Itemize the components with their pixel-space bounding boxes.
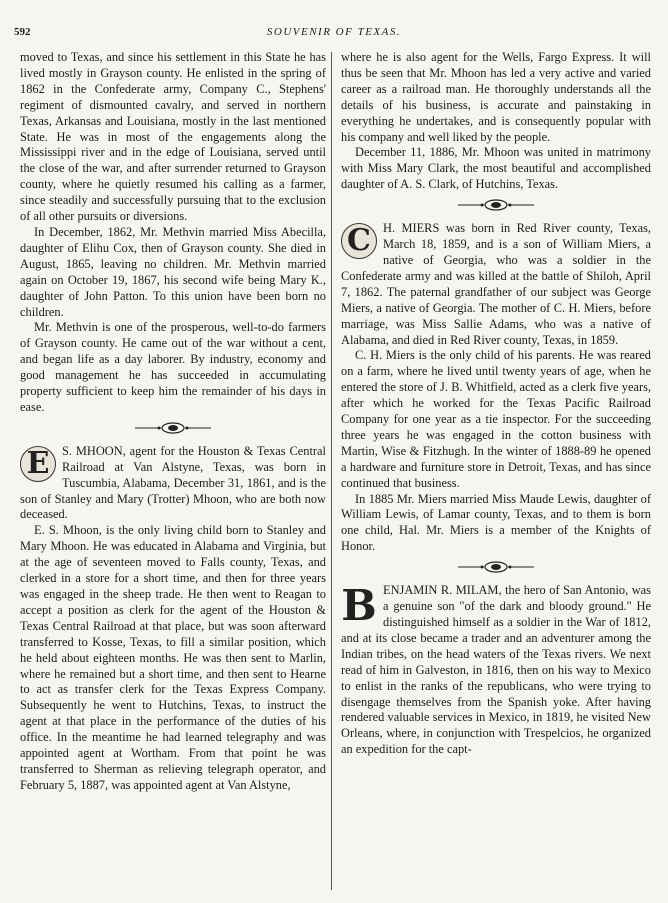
miers-lead-text: H. MIERS was born in Red River county, Texas, March 18, 1859, and is a son of William Miers, a native of Georgia, who was a soldier in the Confederate army and was killed at the battle of Shiloh, April 7, 1862. The paternal grandfather of our subject was George Miers, a native of Georgia. The mother of C. H. Miers, before marriage, was Miss Sallie Adams, who was a native of Alabama, and died in Red River county, Texas, in 1859. xyxy=(341,221,651,347)
left-column xyxy=(20,50,326,794)
methvin-paragraph-3: Mr. Methvin is one of the prosperous, well-to-do farmers of Grayson county. He came out of the war without a cent, and began life as a day laborer. By industry, economy and good management he has succeeded in accumulating property sufficient to keep him the remainder of his days in ease. xyxy=(20,320,326,414)
miers-lead-paragraph xyxy=(341,221,651,348)
mhoon-decorative-initial: E xyxy=(20,446,56,482)
page-number: 592 xyxy=(14,26,31,38)
mhoon-lead-text: S. MHOON, agent for the Houston & Texas Central Railroad at Van Alstyne, Texas, was born in Tuscumbia, Alabama, December 31, 1861, and is the son of Stanley and Mary (Trotter) Mhoon, who are both now deceased. xyxy=(20,443,326,522)
mhoon-paragraph-3: where he is also agent for the Wells, Fargo Express. It will thus be seen that Mr. Mhoon has led a very active and varied career as a railroad man. He thoroughly understands all the details of his business, is accurate and painstaking in everything he undertakes, and is consequently popular with his company and well liked by the people. xyxy=(341,50,651,144)
milam-lead-text: ENJAMIN R. MILAM, the hero of San Antonio, was a genuine son "of the dark and bloody ground." He distinguished himself as a soldier in the War of 1812, and at its close became a trader and an adventurer among the Indian tribes, on the head waters of the Texas rivers. We next read of him in Galveston, in 1816, then on his way to Mexico to enlist in the ranks of the republicans, who were trying to disengage themselves from the Spanish yoke. After having rendered valuable services in Mexico, in 1819, he visited New Orleans, where, in conjunction with Trespelcios, he organized an expedition for the capt- xyxy=(341,583,651,757)
miers-paragraph-3: In 1885 Mr. Miers married Miss Maude Lewis, daughter of William Lewis, of Lamar county, Texas, and to them is born one child, Hal. Mr. Miers is a member of the Knights of Honor. xyxy=(341,491,651,554)
methvin-paragraph-1: moved to Texas, and since his settlement in this State he has lived mostly in Grayson county. He enlisted in the spring of 1862 in the Confederate army, Company C., Stephens' regiment of dismounted cavalry, and served in northern Texas, Arkansas and Louisiana, mostly in the last mentioned State. He was in most of the engagements along the Mississippi river and in the edge of Louisiana, served until the close of the war, and after surrender returned to Grayson county, where he quietly resumed his calling as a farmer, since steadily and successfully pursuing that to the exclusion of all other pursuits or diversions. xyxy=(20,50,326,224)
divider-flourish-icon xyxy=(133,422,213,434)
miers-decorative-initial: C xyxy=(341,223,377,259)
column-divider xyxy=(331,52,332,890)
right-column xyxy=(341,50,651,758)
section-divider-ornament xyxy=(341,561,651,573)
mhoon-paragraph-2: E. S. Mhoon, is the only living child born to Stanley and Mary Mhoon. He was educated in Alabama and Virginia, but at the age of seventeen moved to Falls county, Texas, and clerked in a store for a short time, and then for three years was engaged in the sheep trade. He then went to Reagan to accept a position as clerk for the agent of the Houston & Texas Central Railroad at that place, but was soon afterward transferred to Kosse, Texas, to fill a similar position, which he held about eighteen months. He was then sent to Marlin, where he remained but a short time, and then sent to Hearne to act as transfer clerk for the Texas Express Company. Subsequently he went to Hutchins, Texas, to instruct the agent at that place in the performance of the duties of his office. In the meantime he had learned telegraphy and was appointed agent at Wortham. From that point he was transferred to Sherman as relieving telegraph operator, and February 5, 1887, was appointed agent at Van Alstyne, xyxy=(20,523,326,792)
divider-flourish-icon xyxy=(456,199,536,211)
milam-lead-paragraph xyxy=(341,583,651,758)
methvin-paragraph-2: In December, 1862, Mr. Methvin married Miss Abecilla, daughter of Elihu Cox, then of Grayson county. She died in August, 1865, leaving no children. Mr. Methvin married again on October 19, 1867, his second wife being Mary K., daughter of John Patton. To this union have been born no children. xyxy=(20,224,326,319)
section-divider-ornament xyxy=(341,199,651,211)
section-divider-ornament xyxy=(20,422,326,434)
page-header xyxy=(14,26,654,42)
running-title: SOUVENIR OF TEXAS. xyxy=(266,26,402,38)
mhoon-lead-paragraph xyxy=(20,444,326,524)
divider-flourish-icon xyxy=(456,561,536,573)
miers-paragraph-2: C. H. Miers is the only child of his parents. He was reared on a farm, where he lived until twenty years of age, when he entered the store of J. B. Whitfield, acted as a clerk five years, after which he worked for the Texas Pacific Railroad Company for one year as a tie inspector. For the succeeding three years he was engaged in the cotton business with Martin, Wise & Fitzhugh. In the winter of 1888-89 he opened a hardware and furniture store in Detroit, Texas, and has since continued that business. xyxy=(341,348,651,490)
mhoon-paragraph-4: December 11, 1886, Mr. Mhoon was united in matrimony with Miss Mary Clark, the most beautiful and accomplished daughter of A. S. Clark, of Hutchins, Texas. xyxy=(341,145,651,192)
milam-decorative-initial: B xyxy=(341,581,377,631)
